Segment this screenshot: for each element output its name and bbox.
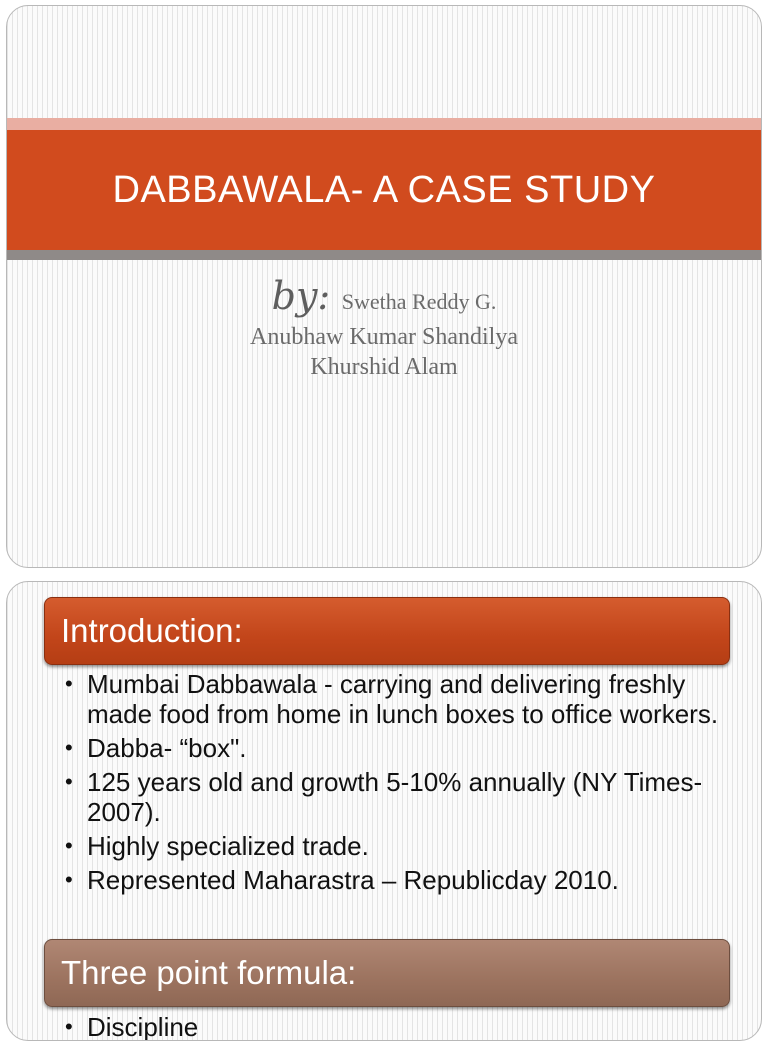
author-name: Swetha Reddy G. bbox=[341, 289, 497, 314]
three-point-formula-header bbox=[44, 939, 730, 1007]
bullet-dot-icon: • bbox=[65, 735, 73, 760]
bullet-dot-icon: • bbox=[65, 833, 73, 858]
title-slide bbox=[6, 5, 762, 568]
authors-block bbox=[7, 274, 761, 382]
bullet-item bbox=[65, 767, 725, 827]
slide-title: DABBAWALA- A CASE STUDY bbox=[112, 168, 656, 211]
bullet-item bbox=[65, 1012, 725, 1041]
title-band bbox=[7, 130, 761, 250]
bullet-item bbox=[65, 865, 725, 895]
bullet-dot-icon: • bbox=[65, 769, 73, 794]
bullet-dot-icon: • bbox=[65, 671, 73, 696]
bullet-item bbox=[65, 669, 725, 729]
introduction-slide bbox=[6, 581, 762, 1041]
bullet-dot-icon: • bbox=[65, 867, 73, 892]
title-band-top-stripe bbox=[7, 118, 761, 130]
bullet-text: Mumbai Dabbawala - carrying and delivering freshly made food from home in lunch boxes to office workers. bbox=[87, 669, 719, 729]
bullet-text: Highly specialized trade. bbox=[87, 831, 369, 861]
bullet-text: Dabba- “box". bbox=[87, 733, 247, 763]
bullet-dot-icon: • bbox=[65, 1014, 73, 1039]
author-line-1 bbox=[7, 274, 761, 318]
bullet-item bbox=[65, 733, 725, 763]
three-point-formula-header-label: Three point formula: bbox=[61, 954, 357, 991]
bullet-text: 125 years old and growth 5-10% annually (NY Times-2007). bbox=[87, 767, 703, 827]
author-line-2: Anubhaw Kumar Shandilya bbox=[250, 324, 518, 350]
formula-bullet-list bbox=[65, 1012, 725, 1041]
author-line-3: Khurshid Alam bbox=[310, 354, 458, 380]
title-band-bottom-stripe bbox=[7, 250, 761, 260]
bullet-item bbox=[65, 831, 725, 861]
bullet-text: Represented Maharastra – Republicday 2010. bbox=[87, 865, 619, 895]
introduction-header bbox=[44, 597, 730, 665]
by-label: by: bbox=[271, 274, 331, 318]
introduction-header-label: Introduction: bbox=[61, 612, 243, 649]
bullet-text: Discipline bbox=[87, 1012, 199, 1041]
introduction-bullet-list bbox=[65, 669, 725, 899]
